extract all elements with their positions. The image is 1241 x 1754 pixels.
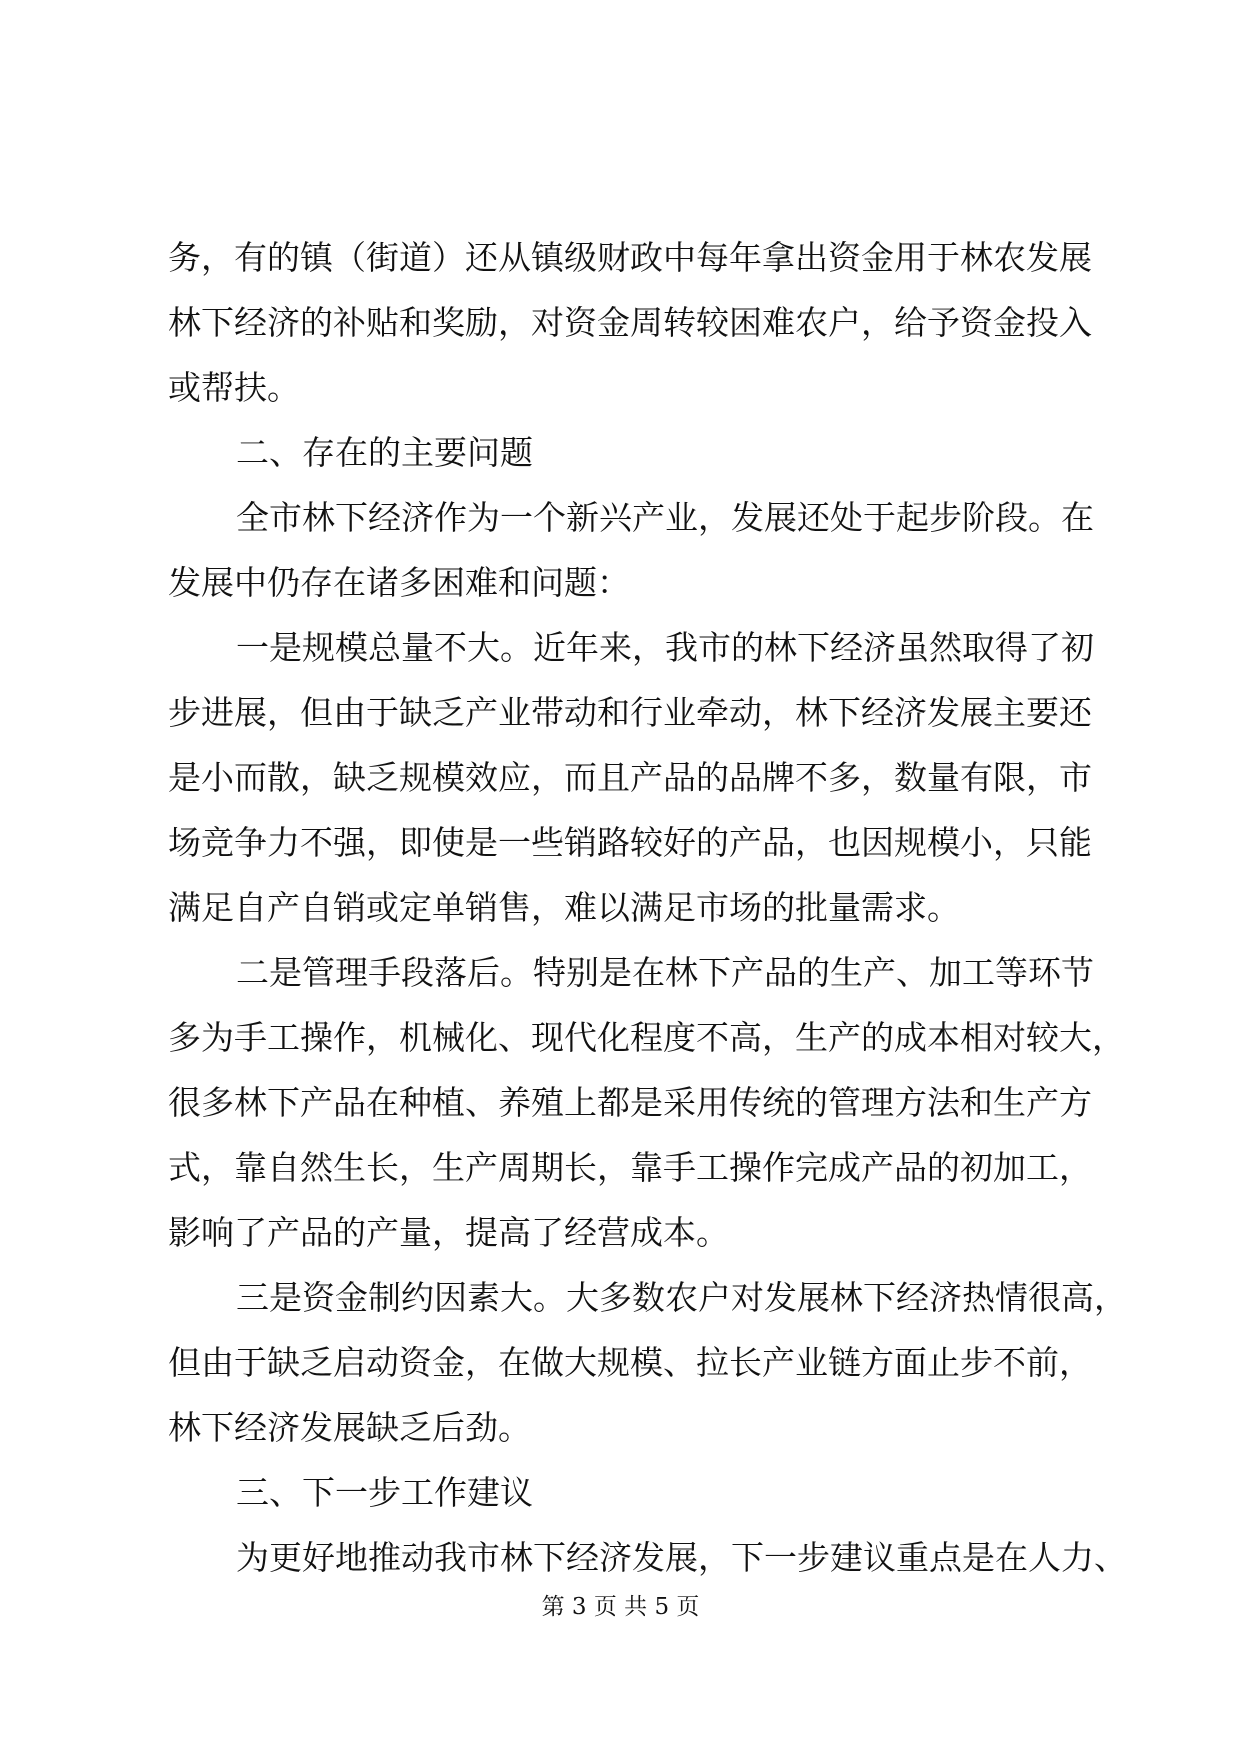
paragraph-start-line: 一是规模总量不大。近年来，我市的林下经济虽然取得了初 — [236, 628, 1094, 667]
body-line: 但由于缺乏启动资金，在做大规模、拉长产业链方面止步不前， — [168, 1343, 1092, 1382]
paragraph-start-line: 为更好地推动我市林下经济发展，下一步建议重点是在人力、 — [236, 1538, 1127, 1577]
section-heading: 三、下一步工作建议 — [236, 1473, 533, 1512]
body-line: 步进展，但由于缺乏产业带动和行业牵动，林下经济发展主要还 — [168, 693, 1092, 732]
body-line: 或帮扶。 — [168, 368, 300, 407]
document-body — [168, 225, 1127, 1590]
body-line: 发展中仍存在诸多困难和问题： — [168, 563, 630, 602]
paragraph-start-line: 全市林下经济作为一个新兴产业，发展还处于起步阶段。在 — [236, 498, 1094, 537]
paragraph-start-line: 二是管理手段落后。特别是在林下产品的生产、加工等环节 — [236, 953, 1094, 992]
body-line: 影响了产品的产量，提高了经营成本。 — [168, 1213, 729, 1252]
page-number-footer: 第 3 页 共 5 页 — [541, 1594, 700, 1620]
body-line: 务，有的镇（街道）还从镇级财政中每年拿出资金用于林农发展 — [168, 238, 1092, 277]
body-line: 是小而散，缺乏规模效应，而且产品的品牌不多，数量有限，市 — [168, 758, 1092, 797]
body-line: 多为手工操作，机械化、现代化程度不高，生产的成本相对较大， — [168, 1018, 1125, 1057]
body-line: 式，靠自然生长，生产周期长，靠手工操作完成产品的初加工， — [168, 1148, 1092, 1187]
body-line: 林下经济的补贴和奖励，对资金周转较困难农户，给予资金投入 — [168, 303, 1092, 342]
body-line: 很多林下产品在种植、养殖上都是采用传统的管理方法和生产方 — [168, 1083, 1092, 1122]
body-line: 满足自产自销或定单销售，难以满足市场的批量需求。 — [168, 888, 960, 927]
paragraph-start-line: 三是资金制约因素大。大多数农户对发展林下经济热情很高， — [236, 1278, 1127, 1317]
body-line: 林下经济发展缺乏后劲。 — [168, 1408, 531, 1447]
section-heading: 二、存在的主要问题 — [236, 433, 533, 472]
body-line: 场竞争力不强，即使是一些销路较好的产品，也因规模小，只能 — [168, 823, 1092, 862]
